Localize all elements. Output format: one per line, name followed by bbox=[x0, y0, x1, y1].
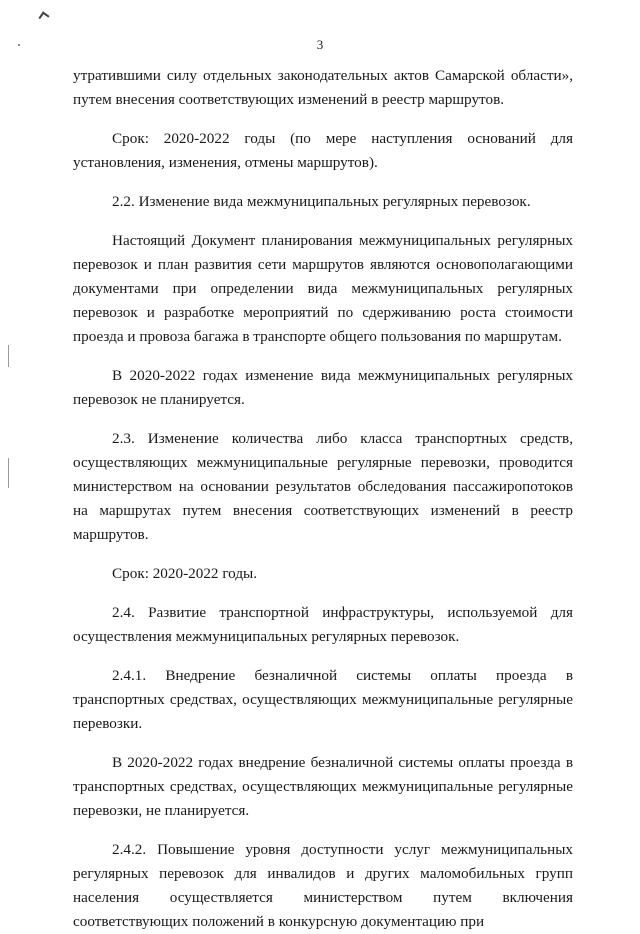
paragraph: 2.4. Развитие транспортной инфраструктуры, используемой для осуществления межмуниципальных регулярных перевозок. bbox=[73, 604, 573, 645]
paragraph: Срок: 2020-2022 годы. bbox=[112, 565, 258, 582]
paragraph: В 2020-2022 годах внедрение безналичной системы оплаты проезда в транспортных средствах, осуществляющих межмуниципальные регулярные перевозки, не планируется. bbox=[73, 754, 573, 819]
scan-mark bbox=[38, 11, 49, 22]
paragraph: 2.2. Изменение вида межмуниципальных регулярных перевозок. bbox=[112, 193, 531, 210]
scan-line bbox=[8, 345, 9, 367]
paragraph: Срок: 2020-2022 годы (по мере наступления оснований для установления, изменения, отмены маршрутов). bbox=[73, 130, 573, 171]
paragraph: Настоящий Документ планирования межмуниципальных регулярных перевозок и план развития сети маршрутов являются основополагающими документами при определении вида межмуниципальных регулярных перевозок и разработке мероприятий по сдерживанию роста стоимости проезда и провоза багажа в транспорте общего пользования по маршрутам. bbox=[73, 232, 573, 345]
paragraph: 2.4.2. Повышение уровня доступности услуг межмуниципальных регулярных перевозок для инвалидов и других маломобильных групп населения осуществляется министерством путем включения соответствующих положений в конкурсную документацию при bbox=[73, 841, 573, 930]
paragraph: утратившими силу отдельных законодательных актов Самарской области», путем внесения соответствующих изменений в реестр маршрутов. bbox=[73, 67, 573, 108]
document-body bbox=[73, 64, 573, 934]
paragraph: 2.4.1. Внедрение безналичной системы оплаты проезда в транспортных средствах, осуществляющих межмуниципальные регулярные перевозки. bbox=[73, 667, 573, 732]
paragraph: В 2020-2022 годах изменение вида межмуниципальных регулярных перевозок не планируется. bbox=[73, 367, 573, 408]
scan-line bbox=[8, 458, 9, 488]
page-number: 3 bbox=[316, 37, 324, 52]
paragraph: 2.3. Изменение количества либо класса транспортных средств, осуществляющих межмуниципальные регулярные перевозки, проводится министерством на основании результатов обследования пассажиропотоков на маршрутах путем внесения соответствующих изменений в реестр маршрутов. bbox=[73, 430, 573, 543]
